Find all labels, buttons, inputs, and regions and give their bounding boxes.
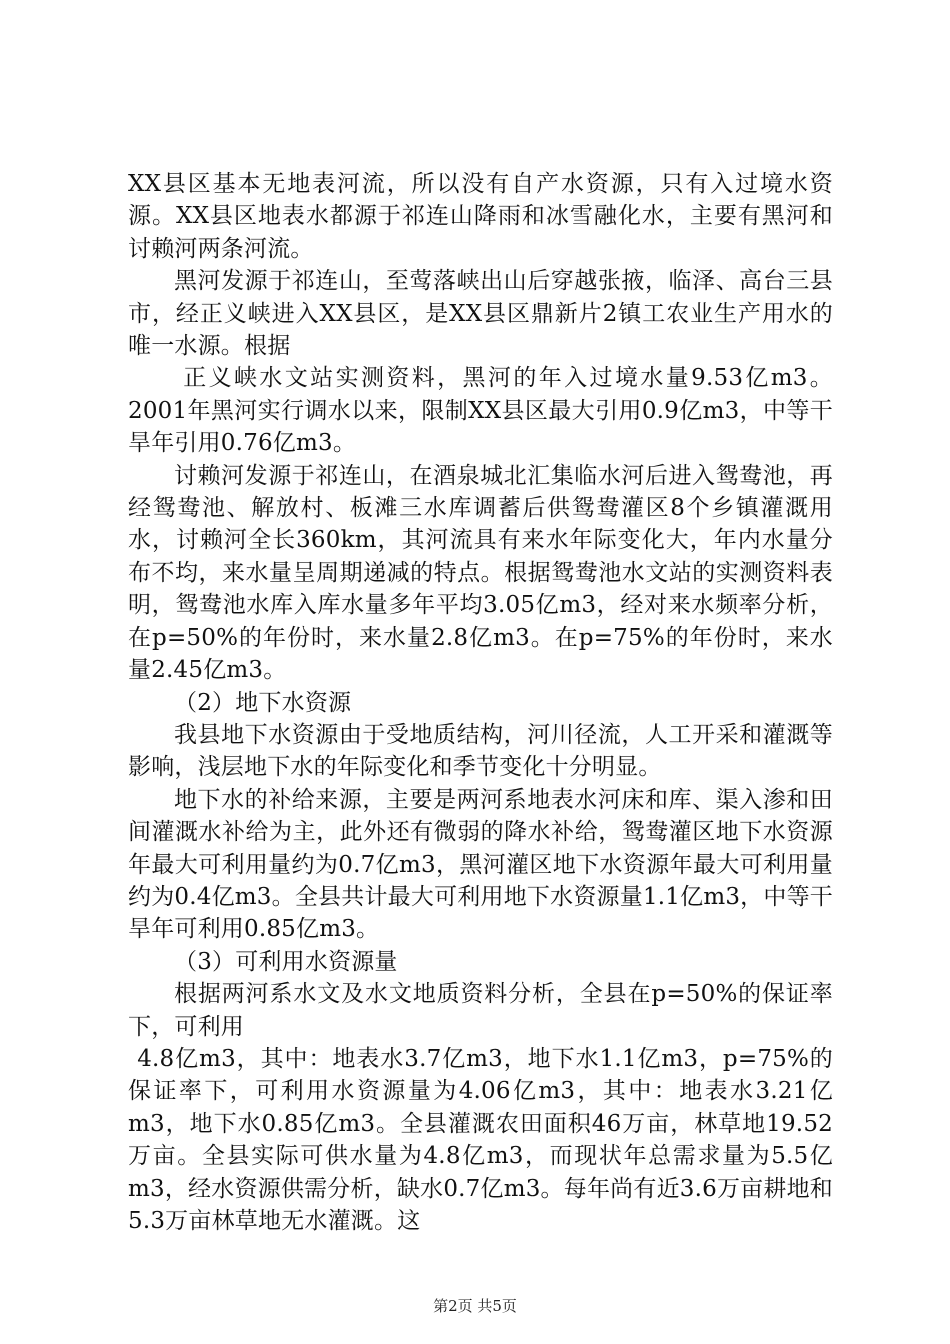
section-heading-available-water: （3）可利用水资源量 <box>174 948 398 975</box>
document-body <box>128 168 833 1237</box>
paragraph-groundwater-influence: 我县地下水资源由于受地质结构，河川径流，人工开采和灌溉等影响，浅层地下水的年际变化和季节变化十分明显。 <box>128 721 833 781</box>
paragraph-available-analysis: 根据两河系水文及水文地质资料分析，全县在p=50%的保证率下，可利用 <box>128 981 833 1040</box>
paragraph-groundwater-recharge: 地下水的补给来源，主要是两河系地表水河床和库、渠入渗和田间灌溉水补给为主，此外还有微弱的降水补给，鸳鸯灌区地下水资源年最大可利用量约为0.7亿m3，黑河灌区地下水资源年最大可利用量约为0.4亿m3。全县共计最大可利用地下水资源量1.1亿m3，中等干旱年可利用0.85亿m3。 <box>128 786 833 943</box>
paragraph-surface-water-intro: XX县区基本无地表河流，所以没有自产水资源，只有入过境水资源。XX县区地表水都源于祁连山降雨和冰雪融化水，主要有黑河和讨赖河两条河流。 <box>128 171 833 262</box>
paragraph-zhengyixia-station: 正义峡水文站实测资料，黑河的年入过境水量9.53亿m3。2001年黑河实行调水以来，限制XX县区最大引用0.9亿m3，中等干旱年引用0.76亿m3。 <box>128 365 833 457</box>
page-number-footer: 第2页 共5页 <box>433 1297 517 1315</box>
paragraph-taolaihe-source: 讨赖河发源于祁连山，在酒泉城北汇集临水河后进入鸳鸯池，再经鸳鸯池、解放村、板滩三水库调蓄后供鸳鸯灌区8个乡镇灌溉用水，讨赖河全长360km，其河流具有来水年际变化大，年内水量分布不均，来水量呈周期递减的特点。根据鸳鸯池水文站的实测资料表明，鸳鸯池水库入库水量多年平均3.05亿m3，经对来水频率分析，在p=50%的年份时，来水量2.8亿m3。在p=75%的年份时，来水量2.45亿m3。 <box>128 462 833 684</box>
paragraph-available-amounts: 4.8亿m3，其中：地表水3.7亿m3，地下水1.1亿m3，p=75%的保证率下，可利用水资源量为4.06亿m3，其中：地表水3.21亿m3，地下水0.85亿m3。全县灌溉农田面积46万亩，林草地19.52万亩。全县实际可供水量为4.8亿m3，而现状年总需求量为5.5亿m3，经水资源供需分析，缺水0.7亿m3。每年尚有近3.6万亩耕地和5.3万亩林草地无水灌溉。这 <box>128 1045 833 1234</box>
paragraph-heihe-source: 黑河发源于祁连山，至莺落峡出山后穿越张掖，临泽、高台三县市，经正义峡进入XX县区，是XX县区鼎新片2镇工农业生产用水的唯一水源。根据 <box>128 268 833 360</box>
section-heading-groundwater: （2）地下水资源 <box>174 689 352 716</box>
